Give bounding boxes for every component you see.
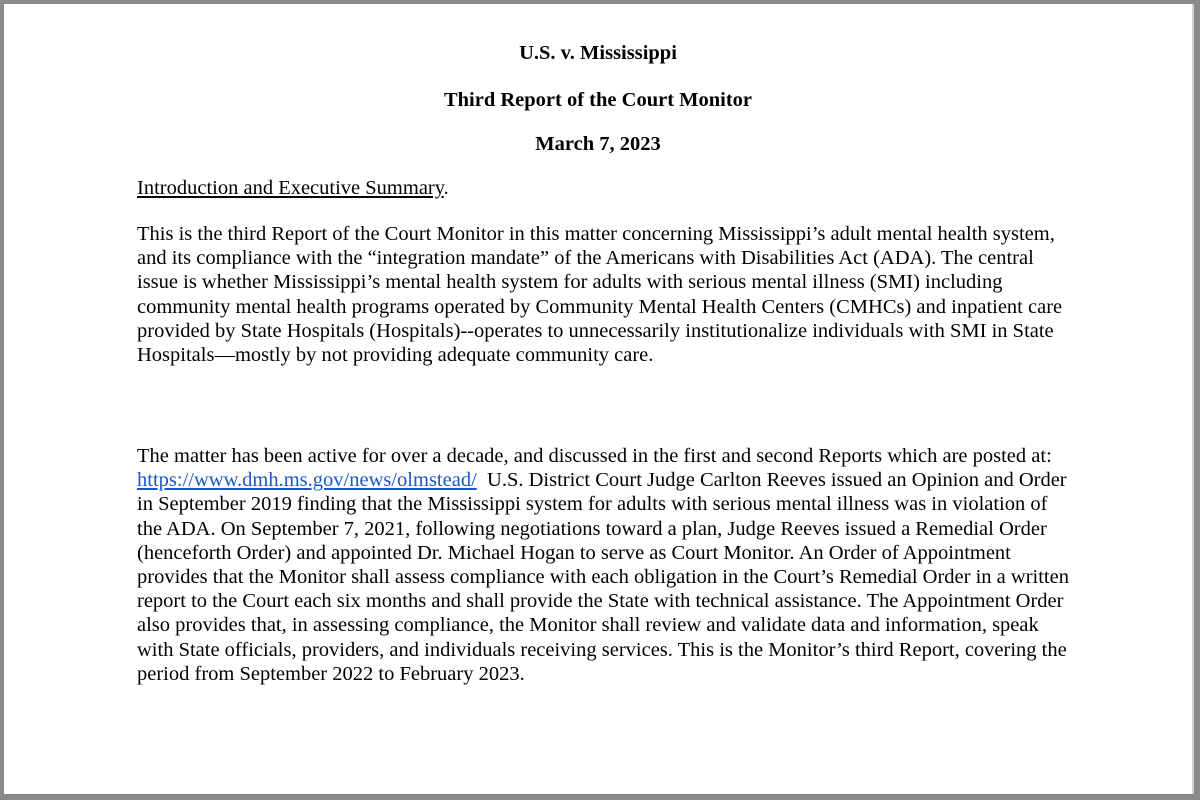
paragraph-background [137,444,1077,686]
document-date: March 7, 2023 [535,133,661,155]
document-subtitle: Third Report of the Court Monitor [443,89,753,111]
paragraph-background-text-before: The matter has been active for over a decade, and discussed in the first and second Reports which are posted at: [137,445,1052,467]
section-heading-text: Introduction and Executive Summary [137,177,444,199]
paragraph-background-text-after: U.S. District Court Judge Carlton Reeves issued an Opinion and Order in September 2019 finding that the Mississippi system for adults with serious mental illness was in violation of the ADA. On September 7, 2021, following negotiations toward a plan, Judge Reeves issued a Remedial Order (henceforth Order) and appointed Dr. Michael Hogan to serve as Court Monitor. An Order of Appointment provides that the Monitor shall assess compliance with each obligation in the Court’s Remedial Order in a written report to the Court each six months and shall provide the State with technical assistance. The Appointment Order also provides that, in assessing compliance, the Monitor shall review and validate data and information, speak with State officials, providers, and individuals receiving services. This is the Monitor’s third Report, covering the period from September 2022 to February 2023. [137,469,1075,685]
document-page [4,4,1194,794]
paragraph-intro: This is the third Report of the Court Monitor in this matter concerning Mississippi’s adult mental health system, and its compliance with the “integration mandate” of the Americans with Disabilities Act (ADA). The central issue is whether Mississippi’s mental health system for adults with serious mental illness (SMI) including community mental health programs operated by Community Mental Health Centers (CMHCs) and inpatient care provided by State Hospitals (Hospitals)--operates to unnecessarily institutionalize individuals with SMI in State Hospitals—mostly by not providing adequate community care. [137,223,1063,367]
section-heading-punct: . [443,177,449,199]
document-title: U.S. v. Mississippi [519,42,677,64]
section-heading [137,176,449,200]
olmstead-link[interactable]: https://www.dmh.ms.gov/news/olmstead/ [137,469,477,492]
